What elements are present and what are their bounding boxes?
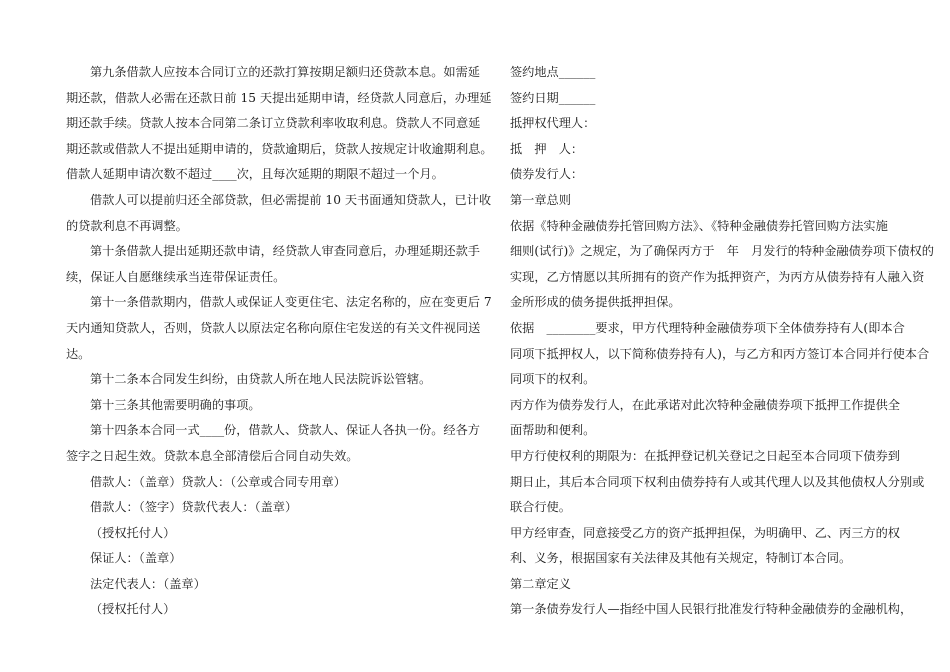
left-line: 的贷款利息不再调整。 [66,218,188,233]
right-line: 同项下的权利。 [510,372,596,387]
signature-line: 借款人：（盖章）贷款人：（公章或合同专用章） [90,474,346,489]
signature-line: （授权托付人） [90,602,176,617]
right-line: 第一条债券发行人—指经中国人民银行批准发行特种金融债券的金融机构， [510,602,913,617]
left-column [66,60,493,623]
left-line: 期还款，借款人必需在还款日前 15 天提出延期申请，经贷款人同意后，办理延 [66,90,492,105]
right-line: 甲方行使权利的期限为：在抵押登记机关登记之日起至本合同项下债券到 [510,448,900,463]
left-line: 第九条借款人应按本合同订立的还款打算按期足额归还贷款本息。如需延 [90,65,480,79]
left-line: 借款人可以提前归还全部贷款，但必需提前 10 天书面通知贷款人，已计收 [90,192,492,207]
left-line: 第十条借款人提出延期还款申请，经贷款人审查同意后，办理延期还款手 [90,244,480,259]
right-line: 联合行使。 [510,500,571,515]
signing-date: 签约日期______ [510,90,596,105]
right-line: 甲方经审查，同意接受乙方的资产抵押担保，为明确甲、乙、丙三方的权 [510,525,900,540]
left-line: 第十二条本合同发生纠纷，由贷款人所在地人民法院诉讼管辖。 [90,372,432,387]
mortgagee-agent: 抵押权代理人： [510,116,596,131]
chapter-heading: 第二章定义 [510,576,571,591]
left-line: 借款人延期申请次数不超过____次，且每次延期的期限不超过一个月。 [66,167,444,182]
left-line: 第十三条其他需要明确的事项。 [90,397,261,412]
signing-place: 签约地点______ [510,65,596,79]
left-line: 天内通知贷款人，否则，贷款人以原法定名称向原住宅发送的有关文件视同送 [66,320,481,335]
left-line: 续，保证人自愿继续承当连带保证责任。 [66,269,286,284]
left-line: 期还款手续。贷款人按本合同第二条订立贷款利率收取利息。贷款人不同意延 [66,116,481,131]
right-line: 利、义务，根据国家有关法律及其他有关规定，特制订本合同。 [510,551,852,566]
left-line: 期还款或借款人不提出延期申请的，贷款逾期后，贷款人按规定计收逾期利息。 [66,141,493,156]
right-line: 同项下抵押权人，以下简称债券持有人)，与乙方和丙方签订本合同并行使本合 [510,346,930,361]
chapter-heading: 第一章总则 [510,192,571,207]
right-line: 实现，乙方情愿以其所拥有的资产作为抵押资产，为丙方从债券持有人融入资 [510,269,925,284]
mortgagor: 抵 押 人： [510,141,584,156]
right-line: 金所形成的债务提供抵押担保。 [510,295,681,310]
signature-line: （授权托付人） [90,525,176,540]
bond-issuer: 债券发行人： [510,167,584,182]
signature-line: 保证人：（盖章） [90,551,182,566]
left-line: 第十一条借款期内，借款人或保证人变更住宅、法定名称的，应在变更后 7 [90,295,492,310]
left-line: 达。 [66,346,91,361]
left-line: 签字之日起生效。贷款本息全部清偿后合同自动失效。 [66,448,359,463]
right-line: 丙方作为债券发行人，在此承诺对此次特种金融债券项下抵押工作提供全 [510,397,900,412]
right-line: 细则(试行)》之规定，为了确保丙方于 年 月发行的特种金融债券项下债权的 [510,244,934,259]
right-line: 依据 ________要求，甲方代理特种金融债券项下全体债券持有人(即本合 [510,320,905,335]
signature-line: 法定代表人：（盖章） [90,576,206,591]
right-column [510,60,934,623]
right-line: 依据《特种金融债券托管回购方法》、《特种金融债券托管回购方法实施 [510,218,888,233]
left-line: 第十四条本合同一式____份，借款人、贷款人、保证人各执一份。经各方 [90,423,480,438]
right-line: 面帮助和便利。 [510,423,596,438]
signature-line: 借款人：（签字）贷款代表人：（盖章） [90,500,298,515]
right-line: 期日止，其后本合同项下权利由债券持有人或其代理人以及其他债权人分别或 [510,474,925,489]
